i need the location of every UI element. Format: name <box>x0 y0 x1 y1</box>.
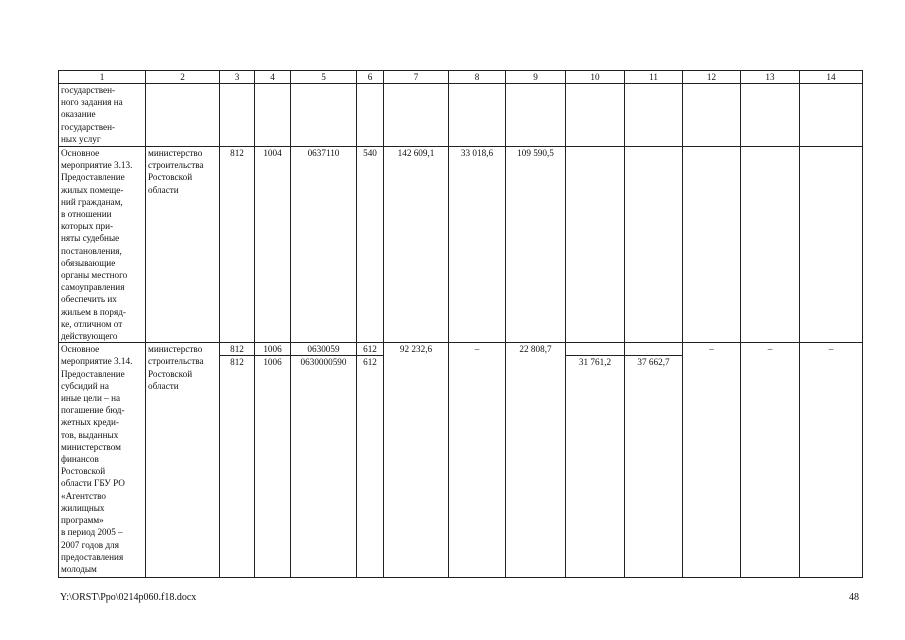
page-number: 48 <box>849 592 859 603</box>
total-value-cell: 92 232,6 <box>384 343 449 578</box>
col-header: 14 <box>800 71 863 84</box>
col-header: 13 <box>741 71 800 84</box>
column-number-row <box>59 71 863 84</box>
col-header: 7 <box>384 71 449 84</box>
total-value-cell: 142 609,1 <box>384 147 449 343</box>
col-header: 5 <box>291 71 357 84</box>
col-header: 3 <box>220 71 255 84</box>
grbs-code-cell: 812 <box>220 147 255 343</box>
col-header: 4 <box>255 71 291 84</box>
col-header: 2 <box>146 71 220 84</box>
year-value-cell: – <box>800 343 863 578</box>
target-article-cell: 0637110 <box>291 147 357 343</box>
expense-type-cell: 540 <box>357 147 384 343</box>
col-header: 1 <box>59 71 146 84</box>
col-header: 11 <box>625 71 683 84</box>
executor-cell: министерство строительства Ростовской области <box>146 147 220 343</box>
expense-type-cell: 612 612 <box>357 343 384 578</box>
section-code-cell: 1004 <box>255 147 291 343</box>
grbs-code-cell: 812 812 <box>220 343 255 578</box>
col-header: 6 <box>357 71 384 84</box>
year-value-cell: 37 662,7 <box>625 343 683 578</box>
data-table <box>58 70 863 578</box>
year-value-cell: 31 761,2 <box>566 343 625 578</box>
year-value-cell: 109 590,5 <box>506 147 566 343</box>
file-path: Y:\ORST\Ppo\0214p060.f18.docx <box>60 592 197 603</box>
event-name-cell: государствен- ного задания на оказание государствен- ных услуг <box>59 84 146 147</box>
col-header: 9 <box>506 71 566 84</box>
event-name-cell: Основное мероприятие 3.13. Предоставление жилых помеще- ний гражданам, в отношении которых при- няты судебные постановления, обязывающие органы местного самоуправления обеспечить их жильем в поряд- ке, отличном от действующего <box>59 147 146 343</box>
target-article-cell: 0630059 0630000590 <box>291 343 357 578</box>
section-code-cell: 1006 1006 <box>255 343 291 578</box>
table-row <box>59 84 863 147</box>
col-header: 12 <box>683 71 741 84</box>
col-header: 8 <box>449 71 506 84</box>
year-value-cell: – <box>449 343 506 578</box>
table-row <box>59 343 863 578</box>
event-name-cell: Основное мероприятие 3.14. Предоставление субсидий на иные цели – на погашение бюд- жетных креди- тов, выданных министерством финансов Ростовской области ГБУ РО «Агентство жилищных программ» в период 2005 – 2007 годов для предоставления молодым <box>59 343 146 578</box>
col-header: 10 <box>566 71 625 84</box>
year-value-cell: – <box>741 343 800 578</box>
year-value-cell: 22 808,7 <box>506 343 566 578</box>
year-value-cell: 33 018,6 <box>449 147 506 343</box>
year-value-cell: – <box>683 343 741 578</box>
table-row <box>59 147 863 343</box>
executor-cell: министерство строительства Ростовской области <box>146 343 220 578</box>
